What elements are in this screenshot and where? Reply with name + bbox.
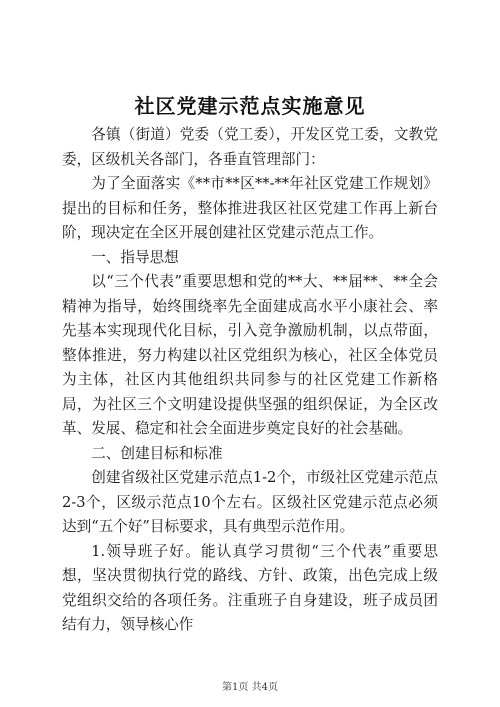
salutation-paragraph: 各镇（街道）党委（党工委），开发区党工委，文教党委，区级机关各部门，各垂直管理部门： xyxy=(62,126,438,168)
document-title: 社区党建示范点实施意见 xyxy=(134,94,366,118)
section-heading-goals-standards: 二、创建目标和标准 xyxy=(91,444,223,462)
section-heading-guiding-ideology: 一、指导思想 xyxy=(91,248,179,266)
document-body xyxy=(62,123,438,638)
page-number-footer: 第1页 共4页 xyxy=(222,682,278,693)
goals-paragraph: 创建省级社区党建示范点1-2个，市级社区党建示范点2-3个，区级示范点10个左右。区级社区党建示范点必须达到“五个好”目标要求，具有典型示范作用。 xyxy=(62,469,438,535)
standard-item-1-paragraph: 1.领导班子好。能认真学习贯彻“三个代表”重要思想，坚决贯彻执行党的路线、方针、政策，出色完成上级党组织交给的各项任务。注重班子自身建设，班子成员团结有力，领导核心作 xyxy=(62,542,438,633)
intro-paragraph: 为了全面落实《**市**区**-**年社区党建工作规划》提出的目标和任务，整体推进我区社区党建工作再上新台阶，现决定在全区开展创建社区党建示范点工作。 xyxy=(62,175,438,241)
guiding-ideology-paragraph: 以“三个代表”重要思想和党的**大、**届**、**全会精神为指导，始终围绕率先全面建成高水平小康社会、率先基本实现现代化目标，引入竞争激励机制，以点带面，整体推进，努力构建以社区党组织为核心，社区全体党员为主体，社区内其他组织共同参与的社区党建工作新格局，为社区三个文明建设提供坚强的组织保证，为全区改革、发展、稳定和社会全面进步奠定良好的社会基础。 xyxy=(62,273,438,437)
